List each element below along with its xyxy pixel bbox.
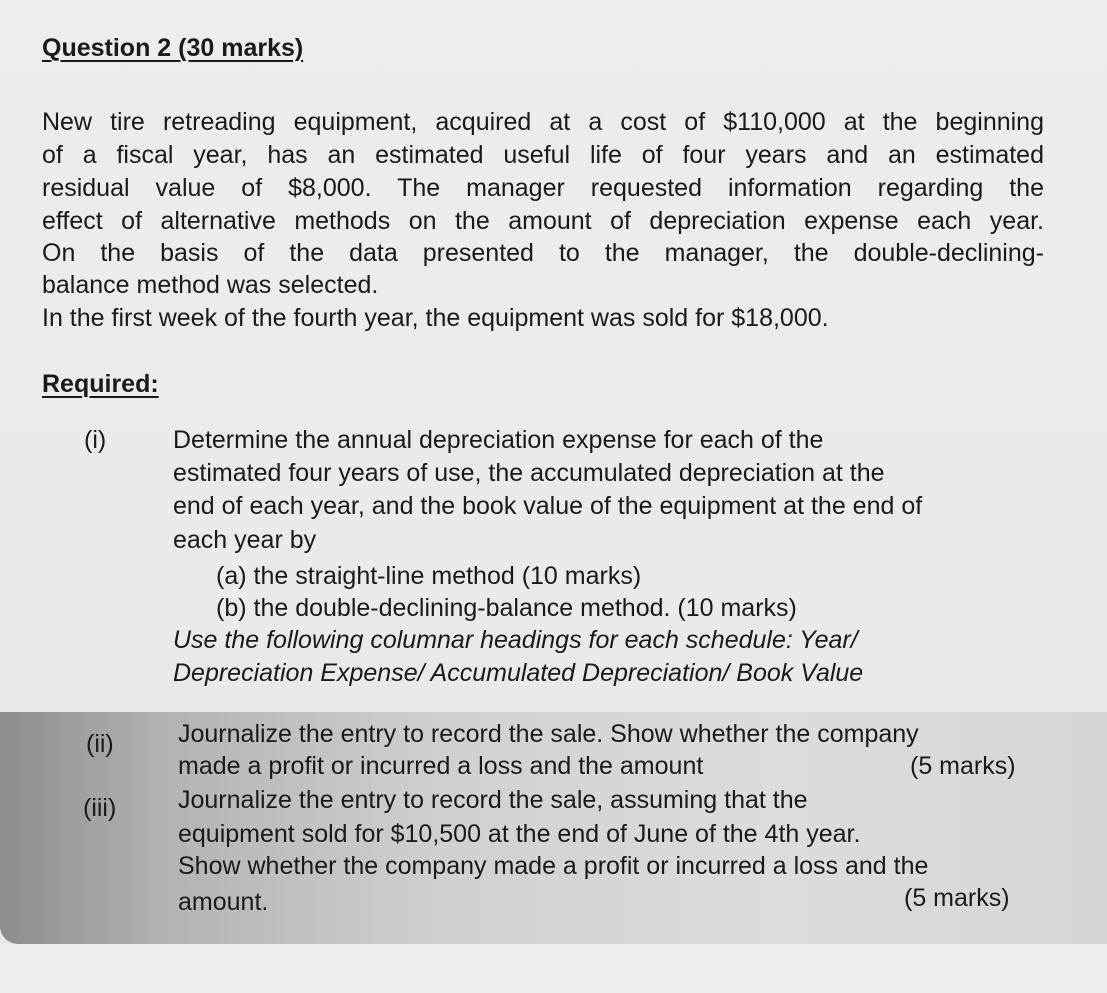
part-i-line: each year by [173,526,317,554]
required-heading: Required: [42,370,159,398]
background-area [0,944,1107,993]
part-ii-marks: (5 marks) [910,752,1016,780]
intro-line: balance method was selected. [42,271,379,299]
part-ii-label: (ii) [86,730,114,758]
intro-line: In the first week of the fourth year, the equipment was sold for $18,000. [42,304,829,332]
part-iii-line: amount. [178,888,269,916]
part-iii-label: (iii) [83,794,117,822]
part-i-line: Determine the annual depreciation expense for each of the [173,426,824,454]
question-title: Question 2 (30 marks) [42,34,304,62]
part-iii-line: equipment sold for $10,500 at the end of June of the 4th year. [178,820,861,848]
part-iii-marks: (5 marks) [904,884,1010,912]
intro-line: New tire retreading equipment, acquired at a cost of $110,000 at the beginning [42,108,1044,136]
intro-line: On the basis of the data presented to the manager, the double-declining- [42,239,1044,267]
part-i-note: Use the following columnar headings for each schedule: Year/ [173,626,858,654]
part-i-sub-a: (a) the straight-line method (10 marks) [216,562,642,590]
intro-line: of a fiscal year, has an estimated useful life of four years and an estimated [42,141,1044,169]
part-i-line: estimated four years of use, the accumulated depreciation at the [173,459,885,487]
part-i-line: end of each year, and the book value of the equipment at the end of [173,492,923,520]
part-iii-line: Journalize the entry to record the sale, assuming that the [178,786,808,814]
part-iii-line: Show whether the company made a profit or incurred a loss and the [178,852,929,880]
part-ii-line: made a profit or incurred a loss and the amount [178,752,704,780]
part-i-label: (i) [84,426,107,454]
part-i-note: Depreciation Expense/ Accumulated Depreciation/ Book Value [173,659,864,687]
part-ii-line: Journalize the entry to record the sale. Show whether the company [178,720,919,748]
intro-line: residual value of $8,000. The manager requested information regarding the [42,174,1044,202]
part-i-sub-b: (b) the double-declining-balance method. (10 marks) [216,594,797,622]
intro-line: effect of alternative methods on the amount of depreciation expense each year. [42,207,1044,235]
